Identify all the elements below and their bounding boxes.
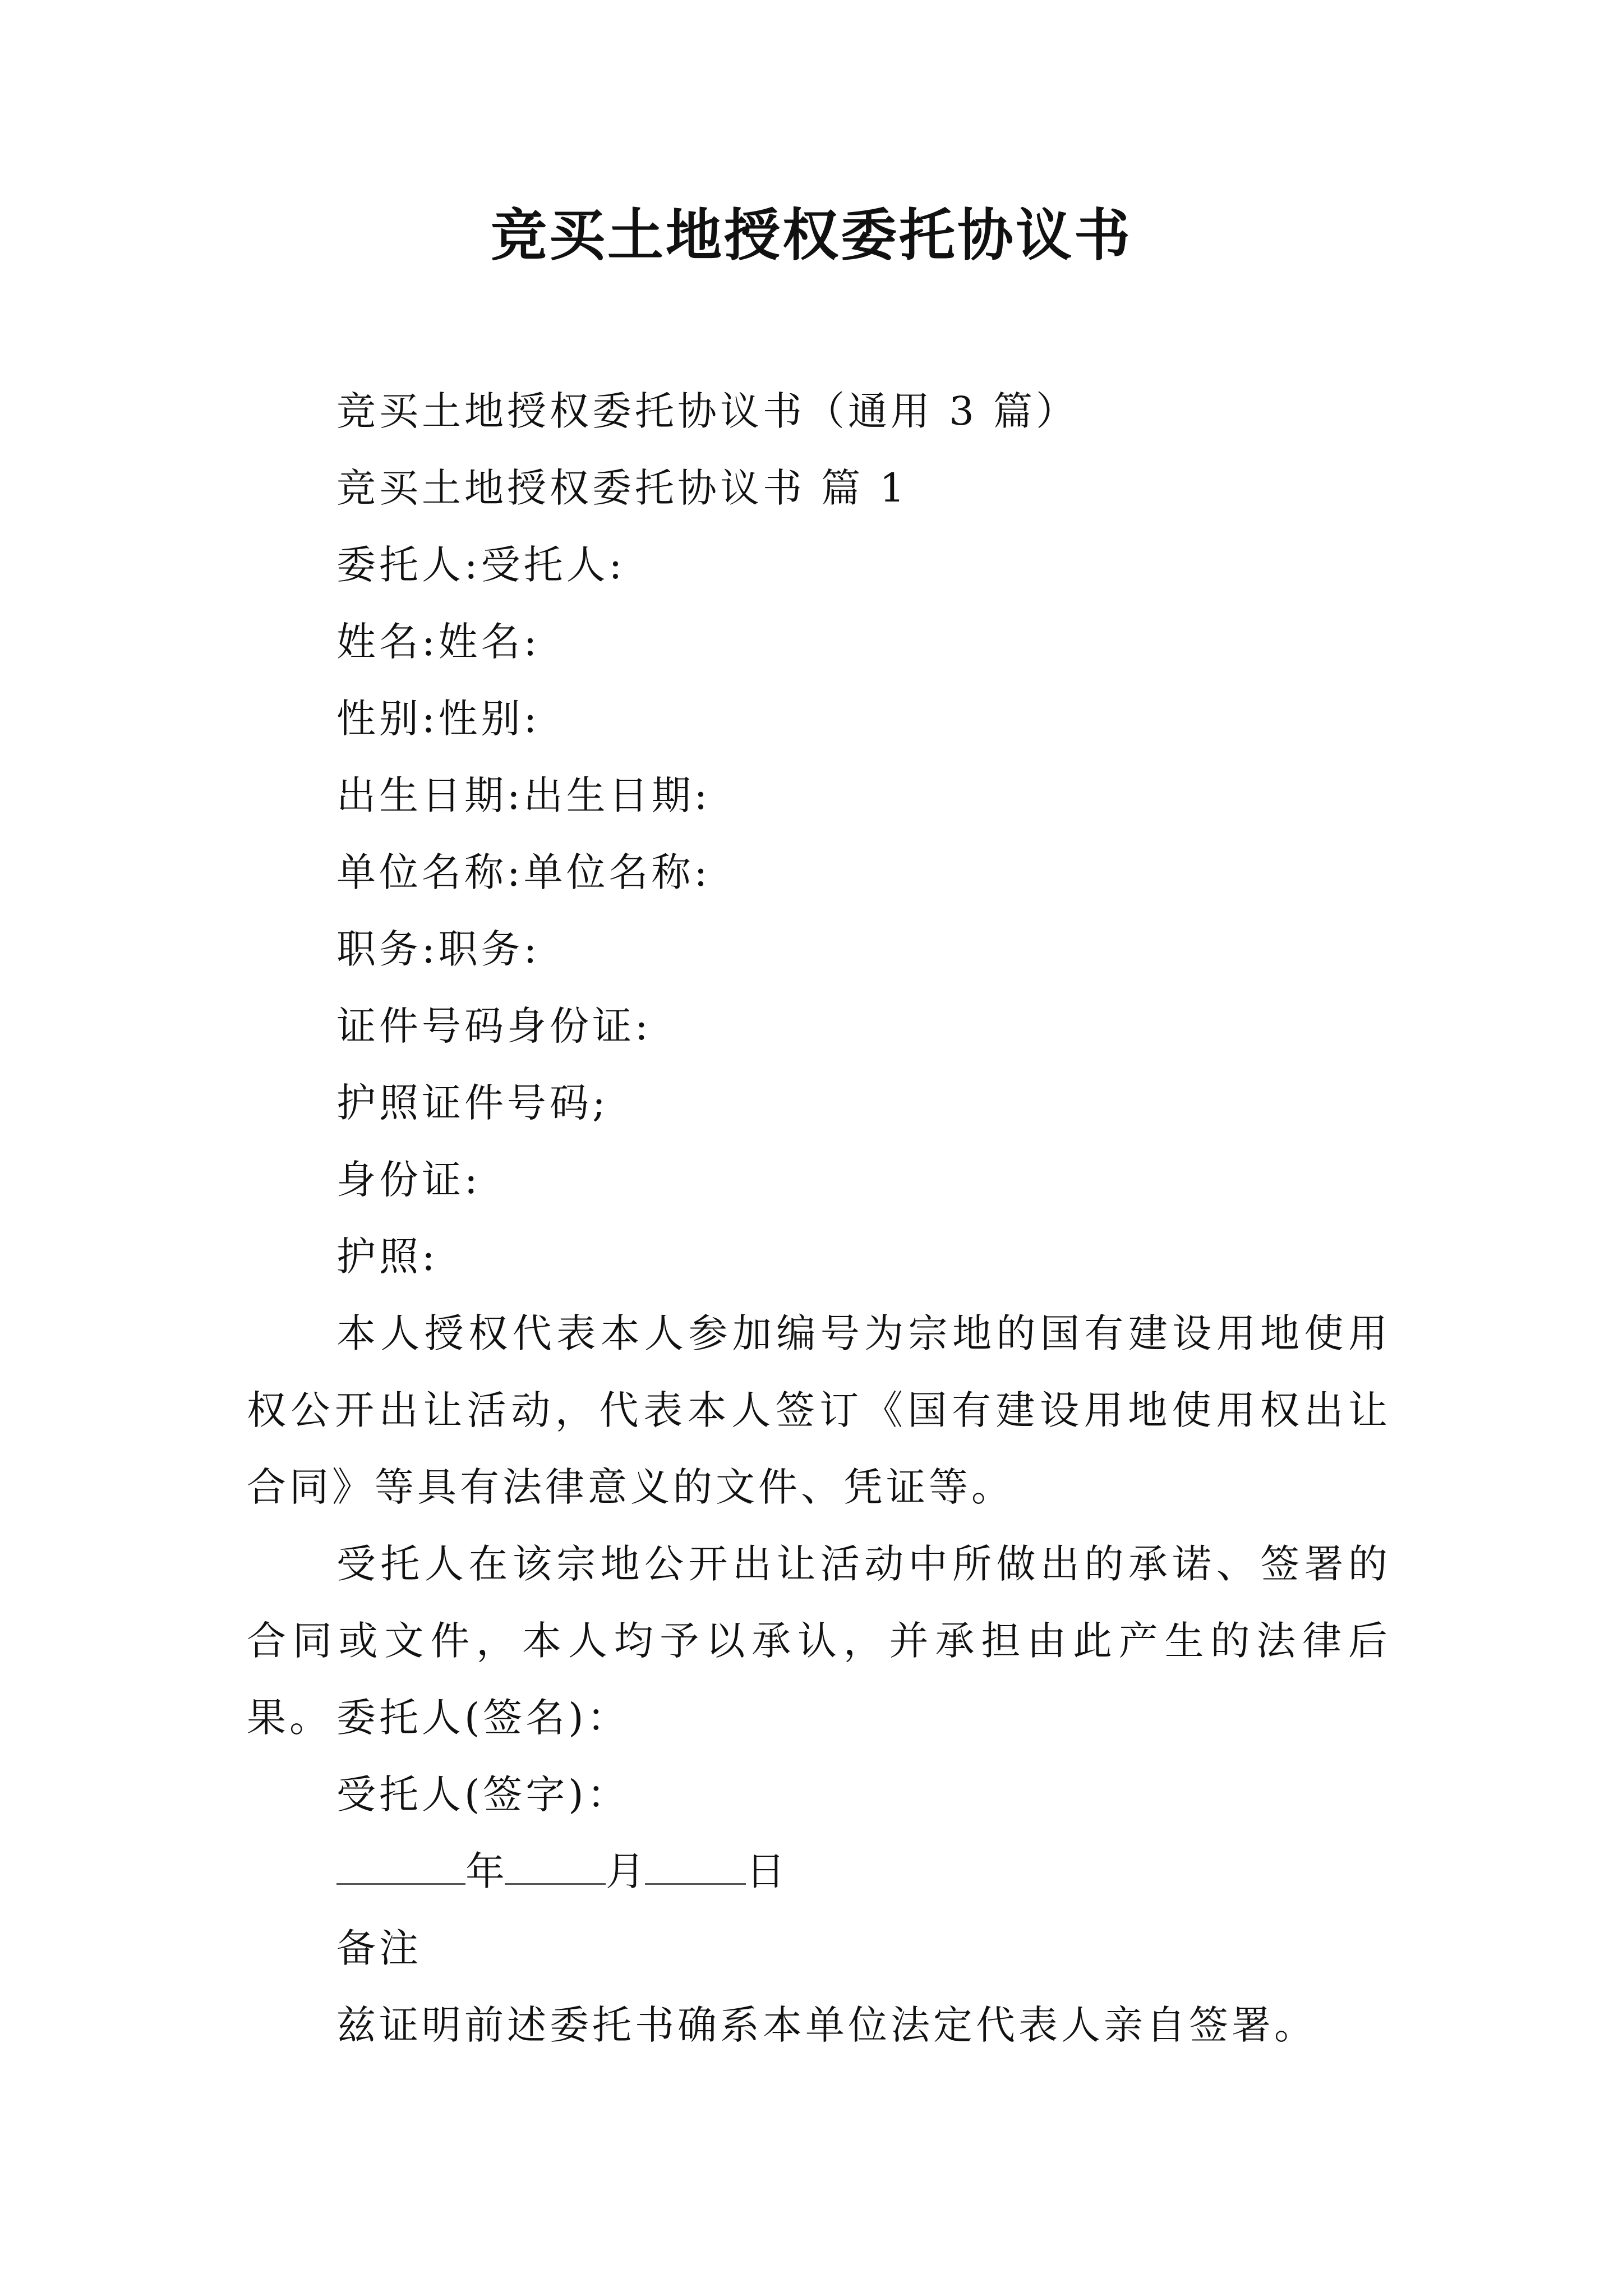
- field-birth-date: 出生日期:出生日期:: [336, 772, 711, 818]
- remarks-label: 备注: [336, 1925, 422, 1971]
- field-name: 姓名:姓名:: [336, 619, 541, 665]
- field-organization: 单位名称:单位名称:: [336, 849, 711, 895]
- field-gender: 性别:性别:: [336, 696, 541, 742]
- principal-signature-label: 委托人(签名)：: [336, 1695, 630, 1741]
- field-principal-agent: 委托人:受托人:: [336, 542, 626, 588]
- field-passport: 护照:: [336, 1234, 439, 1280]
- field-passport-number: 护照证件号码;: [336, 1080, 609, 1126]
- field-id-number: 证件号码身份证:: [336, 1003, 652, 1049]
- year-blank: [336, 1844, 465, 1885]
- agent-signature-label: 受托人(签字)：: [336, 1772, 630, 1818]
- acknowledgement-paragraph: 受托人在该宗地公开出让活动中所做出的承诺、签署的合同或文件，本人均予以承认，并承担由此产生的法律后果。: [247, 1541, 1391, 1741]
- authorization-paragraph: 本人授权代表本人参加编号为宗地的国有建设用地使用权公开出让活动，代表本人签订《国有建设用地使用权出让合同》等具有法律意义的文件、凭证等。: [247, 1310, 1391, 1510]
- document-subtitle: 竞买土地授权委托协议书（通用 3 篇）: [336, 388, 1079, 434]
- day-label: 日: [746, 1848, 785, 1894]
- date-line: [336, 1843, 785, 1899]
- section-heading: 竞买土地授权委托协议书 篇 1: [336, 465, 909, 511]
- remarks-text: 兹证明前述委托书确系本单位法定代表人亲自签署。: [336, 2002, 1317, 2048]
- month-label: 月: [606, 1848, 645, 1894]
- field-id-card: 身份证:: [336, 1157, 481, 1203]
- month-blank: [505, 1844, 606, 1885]
- year-label: 年: [465, 1848, 505, 1894]
- document-title: 竞买土地授权委托协议书: [491, 203, 1132, 268]
- day-blank: [645, 1844, 746, 1885]
- field-position: 职务:职务:: [336, 926, 541, 972]
